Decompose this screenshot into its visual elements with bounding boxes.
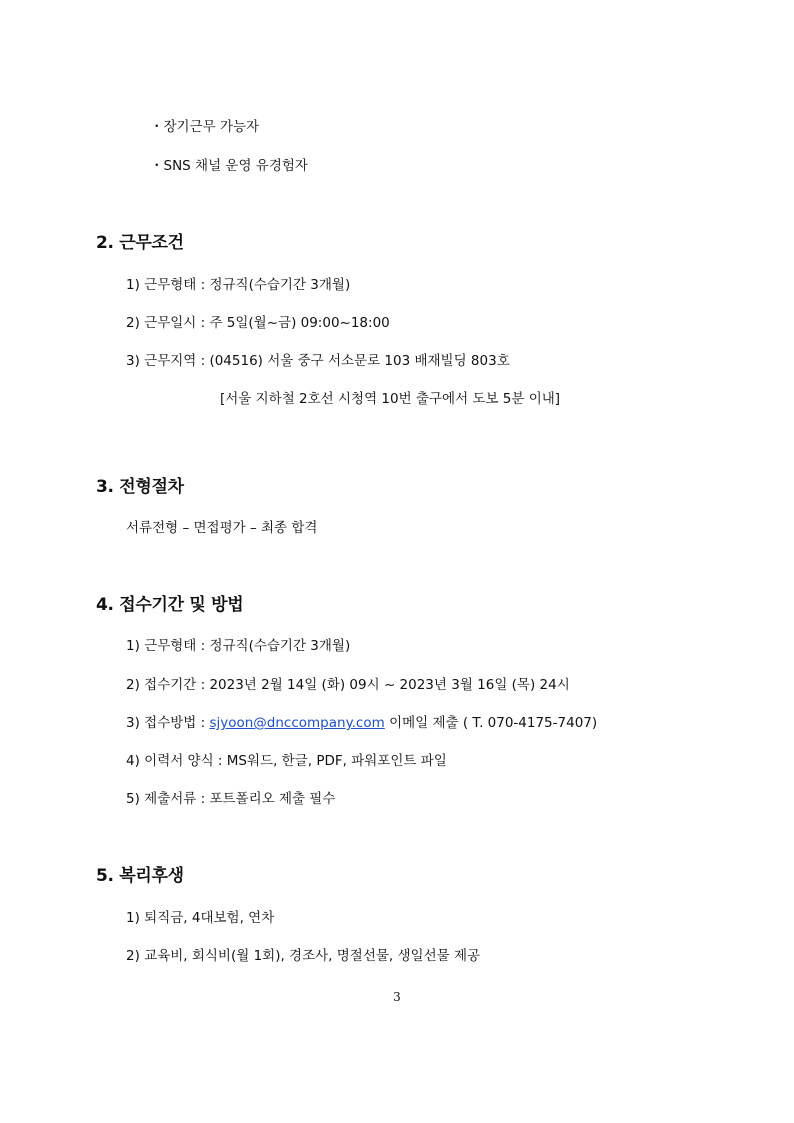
section-heading-work-conditions: 2. 근무조건 (96, 233, 184, 253)
application-work-type-item: 1) 근무형태 : 정규직(수습기간 3개월) (126, 638, 351, 654)
bullet-sns-experience: ・SNS 채널 운영 유경험자 (150, 158, 308, 174)
bullet-long-term: ・장기근무 가능자 (150, 119, 260, 135)
application-period-item: 2) 접수기간 : 2023년 2월 14일 (화) 09시 ~ 2023년 3월 16일 (목) 24시 (126, 677, 570, 693)
page-number: 3 (393, 990, 401, 1004)
location-directions-note: [서울 지하철 2호선 시청역 10번 출구에서 도보 5분 이내] (220, 391, 561, 407)
application-method-contact: 이메일 제출 ( T. 070-4175-7407) (384, 715, 598, 731)
section-heading-application: 4. 접수기간 및 방법 (96, 595, 244, 615)
work-hours-item: 2) 근무일시 : 주 5일(월~금) 09:00~18:00 (126, 315, 390, 331)
selection-process-text: 서류전형 – 면접평가 – 최종 합격 (126, 520, 318, 536)
application-method-label: 3) 접수방법 : (126, 715, 210, 731)
section-heading-benefits: 5. 복리후생 (96, 866, 184, 886)
benefits-item-2: 2) 교육비, 회식비(월 1회), 경조사, 명절선물, 생일선물 제공 (126, 948, 481, 964)
benefits-item-1: 1) 퇴직금, 4대보험, 연차 (126, 910, 275, 926)
application-method-item (126, 714, 597, 732)
work-type-item: 1) 근무형태 : 정규직(수습기간 3개월) (126, 277, 351, 293)
required-documents-item: 5) 제출서류 : 포트폴리오 제출 필수 (126, 791, 336, 807)
resume-format-item: 4) 이력서 양식 : MS워드, 한글, PDF, 파워포인트 파일 (126, 753, 447, 769)
work-location-item: 3) 근무지역 : (04516) 서울 중구 서소문로 103 배재빌딩 803호 (126, 353, 510, 369)
application-email-link[interactable]: sjyoon@dnccompany.com (209, 715, 385, 731)
section-heading-selection-process: 3. 전형절차 (96, 477, 184, 497)
